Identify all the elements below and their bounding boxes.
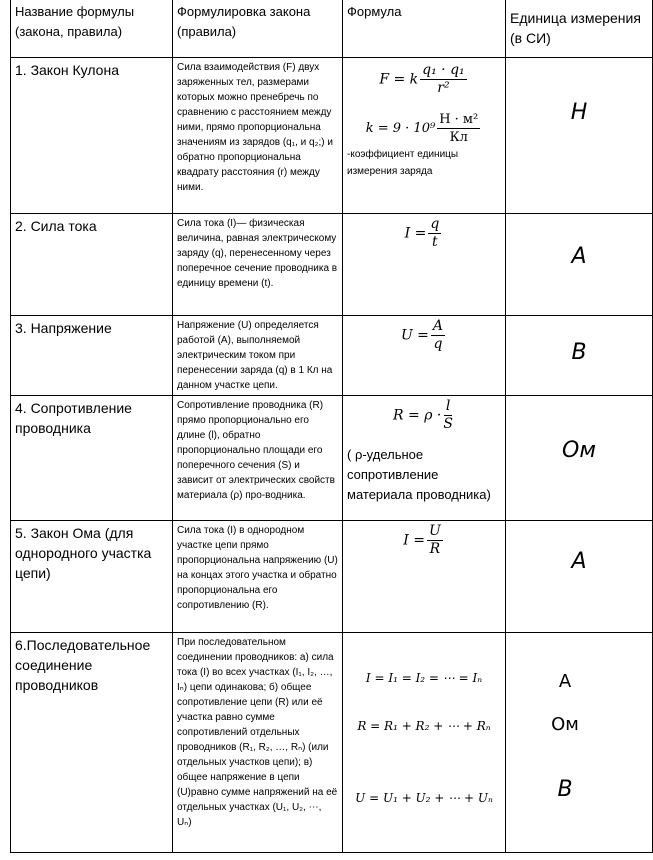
formula-note: -коэффициент единицы измерения заряда [347,149,459,177]
formula-cell [343,396,506,521]
header-formulation: Формулировка закона (правила) [173,0,343,58]
numerator: A [432,318,444,334]
formula-lhs: k = 9 · 10⁹ [365,121,436,136]
unit-cell [506,633,653,853]
formula-cell [343,316,506,396]
table-row [11,521,653,633]
unit: В [571,340,587,365]
numerator: l [445,398,451,414]
formula-lhs: F = k [379,71,419,88]
unit-cell [506,58,653,214]
unit-cell [506,316,653,396]
formula-cell [343,521,506,633]
law-text: Сила тока (I)— физическая величина, равная электрическому заряду (q), перенесенному через поперечное сечение проводника в единицу времени (t). [173,214,343,316]
formula-lhs: U = [400,327,429,344]
denominator: r² [437,80,450,96]
header-row [11,0,653,58]
formula: R = R₁ + R₂ + ⋯ + Rₙ [357,719,491,733]
formula-lhs: I = [403,532,425,549]
law-text: Сила тока (I) в однородном участке цепи прямо пропорциональна напряжению (U) на концах этого участка и обратно пропорциональна его сопротивлению (R). [173,521,343,633]
law-name: 5. Закон Ома (для однородного участка цепи) [11,521,173,633]
numerator: q₁ · q₁ [422,62,465,78]
formula-lhs: R = ρ · [393,407,442,424]
law-text: Напряжение (U) определяется работой (A), выполняемой электрическим током при перенесении заряда (q) в 1 Кл на данном участке цепи. [173,316,343,396]
unit-cell [506,214,653,316]
law-text: Сила взаимодействия (F) двух заряженных тел, размерами которых можно пренебречь по сравнению с расстоянием между ними, прямо пропорциональна значениям из зарядов (q₁, и q₂;) и обратно пропорциональна квадрату расстояния (r) между ними. [173,58,343,214]
unit-cell [506,396,653,521]
law-name: 3. Напряжение [11,316,173,396]
unit-cell [506,521,653,633]
denominator: t [432,234,438,250]
header-unit: Единица измерения (в СИ) [506,0,653,58]
table-row [11,316,653,396]
formula: I = I₁ = I₂ = ⋯ = Iₙ [365,671,483,685]
header-name: Название формулы (закона, правила) [11,0,173,58]
formula-table [10,0,653,853]
unit: А [571,549,587,574]
table-row [11,58,653,214]
law-text: При последовательном соединении проводников: а) сила тока (I) во всех участках (I₁, I₂, …, Iₙ) цепи одинакова; б) общее сопротивление цепи (R) или её участка равно сумме сопротивлений отдельных проводников (R₁, R₂, …, Rₙ) (или отдельных участков цепи); в) общее напряжение в цепи (U)равно сумме напряжений на её отдельных участках (U₁, U₂, ⋯, Uₙ) [173,633,343,853]
formula-lhs: I = [404,225,427,242]
unit: А [558,671,572,692]
numerator: U [428,523,441,539]
denominator: q [433,336,443,352]
table-row [11,396,653,521]
formula: U = U₁ + U₂ + ⋯ + Uₙ [355,791,493,805]
law-name: 4. Сопротивление проводника [11,396,173,521]
denominator: Кл [449,130,468,145]
formula-cell [343,58,506,214]
law-text: Сопротивление проводника (R) прямо пропорционально его длине (l), обратно пропорционально площади его поперечного сечения (S) и зависит от электрических свойств материала (ρ) про-водника. [173,396,343,521]
formula-cell [343,633,506,853]
numerator: q [430,216,440,232]
header-formula: Формула [343,0,506,58]
denominator: S [443,416,453,432]
unit: Н [570,100,588,125]
unit: В [557,777,573,802]
law-name: 2. Сила тока [11,214,173,316]
law-name: 6.Последовательное соединение проводников [11,633,173,853]
formula-cell [343,214,506,316]
formula-note: ( ρ-удельное сопротивление материала проводника) [347,447,491,502]
denominator: R [429,541,441,557]
unit: А [571,244,587,269]
table-row [11,214,653,316]
numerator: H · м² [439,112,479,127]
unit: Ом [551,714,579,735]
law-name: 1. Закон Кулона [11,58,173,214]
unit: Ом [562,438,596,463]
table-row [11,633,653,853]
